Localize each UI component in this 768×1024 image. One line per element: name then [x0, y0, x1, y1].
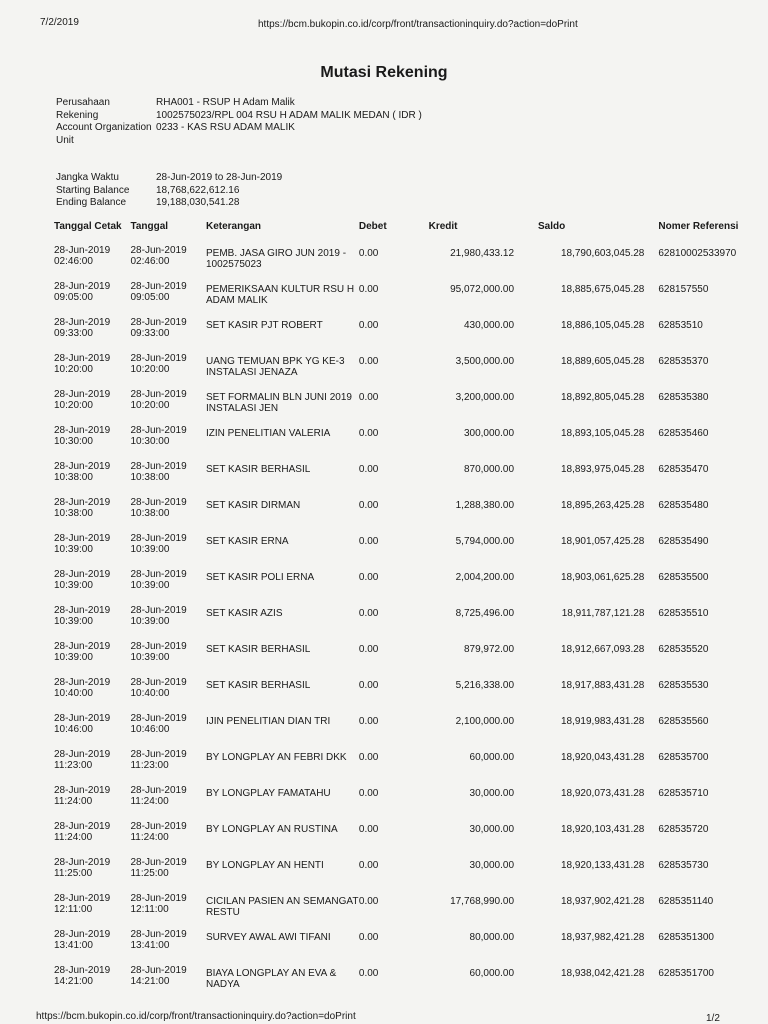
cell-saldo: 18,903,061,625.28 [560, 572, 645, 583]
info-row-rekening [56, 110, 422, 123]
cell-debet: 0.00 [358, 536, 379, 547]
table-row [54, 533, 768, 569]
table-row [54, 389, 768, 425]
cell-saldo: 18,895,263,425.28 [560, 500, 645, 511]
col-header-nomer-referensi: Nomer Referensi [658, 221, 739, 232]
table-row [54, 497, 768, 533]
cell-kredit: 300,000.00 [463, 428, 515, 439]
info-value: 1002575023/RPL 004 RSU H ADAM MALIK MEDAN ( IDR ) [156, 109, 422, 121]
cell-kredit: 80,000.00 [469, 932, 515, 943]
cell-saldo: 18,889,605,045.28 [560, 356, 645, 367]
cell-debet: 0.00 [358, 248, 379, 259]
table-row [54, 425, 768, 461]
cell-debet: 0.00 [358, 896, 379, 907]
cell-tanggal-cetak: 28-Jun-2019 09:33:00 [54, 317, 111, 339]
cell-saldo: 18,937,902,421.28 [560, 896, 645, 907]
cell-keterangan: SET KASIR BERHASIL [205, 644, 311, 655]
page-number: 1/2 [706, 1013, 720, 1024]
cell-nomer-referensi: 628535380 [658, 392, 709, 403]
cell-nomer-referensi: 62853510 [658, 320, 703, 331]
cell-saldo: 18,901,057,425.28 [560, 536, 645, 547]
cell-nomer-referensi: 628535560 [658, 716, 709, 727]
cell-nomer-referensi: 6285351700 [658, 968, 714, 979]
cell-keterangan: PEMERIKSAAN KULTUR RSU H ADAM MALIK [205, 284, 355, 306]
cell-nomer-referensi: 628535460 [658, 428, 709, 439]
cell-debet: 0.00 [358, 680, 379, 691]
print-date: 7/2/2019 [40, 17, 79, 28]
cell-tanggal: 28-Jun-2019 12:11:00 [130, 893, 187, 915]
cell-nomer-referensi: 628535510 [658, 608, 709, 619]
info-value: 19,188,030,541.28 [156, 197, 240, 208]
transactions-table [54, 221, 768, 1001]
cell-tanggal-cetak: 28-Jun-2019 10:40:00 [54, 677, 111, 699]
cell-tanggal-cetak: 28-Jun-2019 10:46:00 [54, 713, 111, 735]
cell-tanggal-cetak: 28-Jun-2019 10:20:00 [54, 353, 111, 375]
cell-nomer-referensi: 628535530 [658, 680, 709, 691]
cell-nomer-referensi: 628535480 [658, 500, 709, 511]
cell-nomer-referensi: 628535490 [658, 536, 709, 547]
cell-keterangan: UANG TEMUAN BPK YG KE-3 INSTALASI JENAZA [205, 356, 345, 378]
cell-tanggal: 28-Jun-2019 10:39:00 [130, 641, 187, 663]
cell-debet: 0.00 [358, 752, 379, 763]
cell-kredit: 17,768,990.00 [450, 896, 515, 907]
cell-debet: 0.00 [358, 608, 379, 619]
cell-keterangan: SURVEY AWAL AWI TIFANI [205, 932, 331, 943]
table-row [54, 353, 768, 389]
cell-tanggal: 28-Jun-2019 11:24:00 [130, 821, 187, 843]
cell-saldo: 18,911,787,121.28 [561, 608, 645, 619]
cell-tanggal-cetak: 28-Jun-2019 14:21:00 [54, 965, 111, 987]
info-row-ending-balance [56, 197, 422, 210]
footer-url: https://bcm.bukopin.co.id/corp/front/transactioninquiry.do?action=doPrint [36, 1011, 356, 1022]
table-row [54, 713, 768, 749]
cell-keterangan: PEMB. JASA GIRO JUN 2019 - 1002575023 [205, 248, 347, 270]
cell-nomer-referensi: 628535520 [658, 644, 709, 655]
table-row [54, 245, 768, 281]
cell-saldo: 18,920,043,431.28 [560, 752, 645, 763]
cell-tanggal: 28-Jun-2019 10:39:00 [130, 605, 187, 627]
cell-nomer-referensi: 62810002533970 [658, 248, 737, 259]
table-row [54, 569, 768, 605]
cell-tanggal: 28-Jun-2019 14:21:00 [130, 965, 187, 987]
cell-saldo: 18,893,105,045.28 [560, 428, 645, 439]
cell-kredit: 5,794,000.00 [455, 536, 515, 547]
table-row [54, 821, 768, 857]
cell-debet: 0.00 [358, 572, 379, 583]
cell-debet: 0.00 [358, 500, 379, 511]
cell-keterangan: SET KASIR ERNA [205, 536, 289, 547]
cell-tanggal-cetak: 28-Jun-2019 10:39:00 [54, 569, 111, 591]
cell-tanggal: 28-Jun-2019 10:20:00 [130, 353, 187, 375]
cell-kredit: 5,216,338.00 [455, 680, 515, 691]
cell-nomer-referensi: 628535730 [658, 860, 709, 871]
cell-tanggal: 28-Jun-2019 02:46:00 [130, 245, 187, 267]
cell-tanggal-cetak: 28-Jun-2019 02:46:00 [54, 245, 111, 267]
cell-kredit: 30,000.00 [469, 788, 515, 799]
cell-tanggal-cetak: 28-Jun-2019 10:38:00 [54, 461, 111, 483]
table-row [54, 605, 768, 641]
cell-kredit: 60,000.00 [469, 752, 515, 763]
table-row [54, 749, 768, 785]
info-value: 28-Jun-2019 to 28-Jun-2019 [156, 172, 283, 183]
info-row-account-org-unit [56, 122, 422, 172]
cell-kredit: 3,200,000.00 [455, 392, 515, 403]
info-row-perusahaan [56, 97, 422, 110]
cell-debet: 0.00 [358, 428, 379, 439]
cell-kredit: 870,000.00 [463, 464, 515, 475]
cell-keterangan: BIAYA LONGPLAY AN EVA & NADYA [205, 968, 337, 990]
table-row [54, 641, 768, 677]
print-url: https://bcm.bukopin.co.id/corp/front/transactioninquiry.do?action=doPrint [258, 19, 578, 30]
cell-tanggal: 28-Jun-2019 09:05:00 [130, 281, 187, 303]
cell-debet: 0.00 [358, 320, 379, 331]
info-label: Rekening [56, 109, 99, 121]
table-row [54, 929, 768, 965]
info-value: 0233 - KAS RSU ADAM MALIK [156, 122, 295, 133]
cell-tanggal-cetak: 28-Jun-2019 10:39:00 [54, 605, 111, 627]
info-value: RHA001 - RSUP H Adam Malik [156, 97, 295, 108]
col-header-saldo: Saldo [538, 221, 566, 232]
cell-saldo: 18,893,975,045.28 [560, 464, 645, 475]
cell-nomer-referensi: 6285351140 [658, 896, 714, 907]
cell-kredit: 30,000.00 [469, 860, 515, 871]
col-header-tanggal-cetak: Tanggal Cetak [54, 221, 122, 232]
cell-keterangan: CICILAN PASIEN AN SEMANGAT RESTU [205, 896, 359, 918]
cell-debet: 0.00 [358, 788, 379, 799]
cell-debet: 0.00 [358, 392, 379, 403]
cell-kredit: 1,288,380.00 [455, 500, 515, 511]
cell-debet: 0.00 [358, 464, 379, 475]
cell-kredit: 879,972.00 [463, 644, 515, 655]
cell-kredit: 430,000.00 [463, 320, 515, 331]
cell-keterangan: SET KASIR POLI ERNA [205, 572, 315, 583]
cell-nomer-referensi: 628535470 [658, 464, 709, 475]
cell-tanggal: 28-Jun-2019 10:40:00 [130, 677, 187, 699]
cell-saldo: 18,886,105,045.28 [560, 320, 645, 331]
cell-debet: 0.00 [358, 860, 379, 871]
col-header-keterangan: Keterangan [205, 221, 261, 232]
cell-saldo: 18,920,073,431.28 [560, 788, 645, 799]
cell-tanggal-cetak: 28-Jun-2019 11:24:00 [54, 785, 111, 807]
cell-keterangan: BY LONGPLAY AN HENTI [205, 860, 324, 871]
cell-saldo: 18,920,133,431.28 [560, 860, 645, 871]
cell-tanggal: 28-Jun-2019 10:39:00 [130, 533, 187, 555]
cell-tanggal-cetak: 28-Jun-2019 11:24:00 [54, 821, 111, 843]
cell-keterangan: SET KASIR BERHASIL [205, 680, 311, 691]
page-title: Mutasi Rekening [320, 64, 448, 81]
col-header-debet: Debet [358, 221, 387, 232]
cell-nomer-referensi: 6285351300 [658, 932, 714, 943]
cell-keterangan: BY LONGPLAY AN FEBRI DKK [205, 752, 347, 763]
info-label: Account Organization Unit [56, 122, 152, 146]
cell-keterangan: IJIN PENELITIAN DIAN TRI [205, 716, 331, 727]
cell-nomer-referensi: 628535370 [658, 356, 709, 367]
cell-keterangan: SET KASIR PJT ROBERT [205, 320, 323, 331]
cell-nomer-referensi: 628535700 [658, 752, 709, 763]
info-row-jangka-waktu [56, 172, 422, 185]
cell-tanggal: 28-Jun-2019 10:38:00 [130, 497, 187, 519]
cell-kredit: 30,000.00 [469, 824, 515, 835]
cell-saldo: 18,919,983,431.28 [560, 716, 645, 727]
table-row [54, 317, 768, 353]
cell-saldo: 18,937,982,421.28 [560, 932, 645, 943]
cell-kredit: 95,072,000.00 [450, 284, 515, 295]
info-label: Starting Balance [56, 184, 130, 196]
cell-tanggal-cetak: 28-Jun-2019 10:20:00 [54, 389, 111, 411]
table-row [54, 965, 768, 1001]
cell-debet: 0.00 [358, 644, 379, 655]
cell-tanggal-cetak: 28-Jun-2019 13:41:00 [54, 929, 111, 951]
table-row [54, 893, 768, 929]
cell-keterangan: BY LONGPLAY AN RUSTINA [205, 824, 338, 835]
cell-kredit: 60,000.00 [469, 968, 515, 979]
cell-keterangan: SET KASIR DIRMAN [205, 500, 301, 511]
cell-keterangan: BY LONGPLAY FAMATAHU [205, 788, 331, 799]
cell-nomer-referensi: 628535500 [658, 572, 709, 583]
cell-tanggal: 28-Jun-2019 11:24:00 [130, 785, 187, 807]
cell-kredit: 2,100,000.00 [455, 716, 515, 727]
cell-debet: 0.00 [358, 824, 379, 835]
info-label: Ending Balance [56, 197, 127, 208]
col-header-tanggal: Tanggal [130, 221, 169, 232]
cell-kredit: 8,725,496.00 [455, 608, 515, 619]
cell-tanggal-cetak: 28-Jun-2019 10:30:00 [54, 425, 111, 447]
cell-tanggal: 28-Jun-2019 10:30:00 [130, 425, 187, 447]
cell-tanggal: 28-Jun-2019 09:33:00 [130, 317, 187, 339]
cell-tanggal: 28-Jun-2019 13:41:00 [130, 929, 187, 951]
cell-nomer-referensi: 628535710 [658, 788, 709, 799]
account-info [56, 97, 422, 210]
cell-debet: 0.00 [358, 284, 379, 295]
cell-kredit: 21,980,433.12 [450, 248, 515, 259]
cell-tanggal-cetak: 28-Jun-2019 11:25:00 [54, 857, 111, 879]
cell-debet: 0.00 [358, 968, 379, 979]
cell-tanggal-cetak: 28-Jun-2019 11:23:00 [54, 749, 111, 771]
cell-tanggal-cetak: 28-Jun-2019 09:05:00 [54, 281, 111, 303]
cell-tanggal: 28-Jun-2019 10:20:00 [130, 389, 187, 411]
cell-keterangan: SET KASIR BERHASIL [205, 464, 311, 475]
info-row-starting-balance [56, 185, 422, 198]
cell-tanggal-cetak: 28-Jun-2019 10:38:00 [54, 497, 111, 519]
cell-keterangan: SET KASIR AZIS [205, 608, 283, 619]
cell-keterangan: SET FORMALIN BLN JUNI 2019 INSTALASI JEN [205, 392, 352, 414]
table-row [54, 461, 768, 497]
cell-saldo: 18,885,675,045.28 [560, 284, 645, 295]
info-value: 18,768,622,612.16 [156, 184, 240, 196]
cell-tanggal: 28-Jun-2019 11:23:00 [130, 749, 187, 771]
cell-kredit: 3,500,000.00 [455, 356, 515, 367]
cell-keterangan: IZIN PENELITIAN VALERIA [205, 428, 331, 439]
cell-debet: 0.00 [358, 932, 379, 943]
cell-saldo: 18,920,103,431.28 [560, 824, 645, 835]
cell-tanggal: 28-Jun-2019 10:38:00 [130, 461, 187, 483]
cell-tanggal: 28-Jun-2019 11:25:00 [130, 857, 187, 879]
cell-tanggal-cetak: 28-Jun-2019 12:11:00 [54, 893, 111, 915]
cell-tanggal: 28-Jun-2019 10:46:00 [130, 713, 187, 735]
cell-kredit: 2,004,200.00 [455, 572, 515, 583]
table-row [54, 857, 768, 893]
cell-debet: 0.00 [358, 716, 379, 727]
cell-debet: 0.00 [358, 356, 379, 367]
col-header-kredit: Kredit [428, 221, 458, 232]
cell-nomer-referensi: 628535720 [658, 824, 709, 835]
cell-nomer-referensi: 628157550 [658, 284, 709, 295]
cell-saldo: 18,892,805,045.28 [560, 392, 645, 403]
table-row [54, 281, 768, 317]
cell-tanggal-cetak: 28-Jun-2019 10:39:00 [54, 641, 111, 663]
cell-saldo: 18,912,667,093.28 [560, 644, 645, 655]
cell-tanggal-cetak: 28-Jun-2019 10:39:00 [54, 533, 111, 555]
cell-tanggal: 28-Jun-2019 10:39:00 [130, 569, 187, 591]
table-row [54, 677, 768, 713]
cell-saldo: 18,917,883,431.28 [560, 680, 645, 691]
table-row [54, 785, 768, 821]
info-label: Perusahaan [56, 97, 110, 108]
cell-saldo: 18,790,603,045.28 [560, 248, 645, 259]
info-label: Jangka Waktu [56, 172, 119, 183]
table-header-row [54, 221, 768, 245]
cell-saldo: 18,938,042,421.28 [560, 968, 645, 979]
